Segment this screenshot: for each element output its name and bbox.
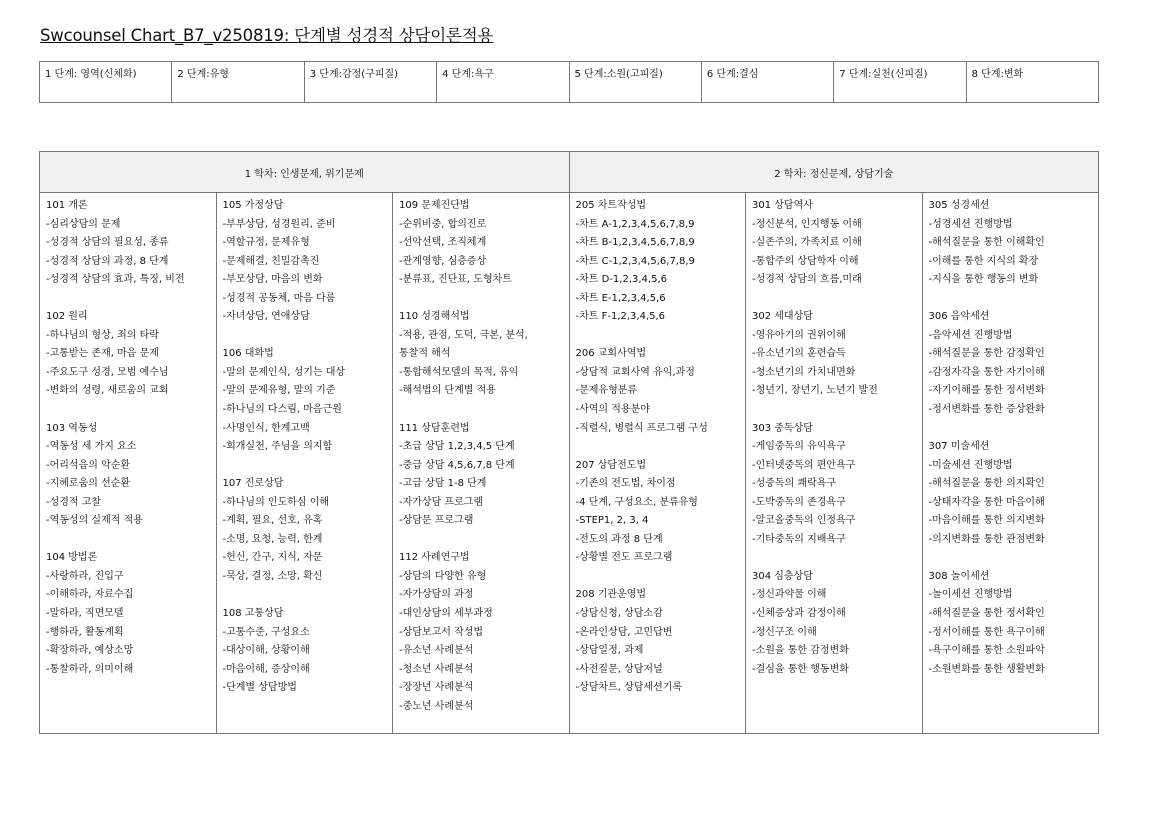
course-line: -정신과약물 이해	[752, 589, 827, 601]
course-line: -중노년 사례분석	[399, 700, 474, 712]
course-line: -성경적 상담의 과정, 8 단계	[46, 255, 169, 267]
course-line: -고통받는 존재, 마음 문제	[46, 348, 159, 360]
course-line: -상담문 프로그램	[399, 515, 474, 527]
course-line	[223, 457, 388, 476]
course-line: -확장하라, 예상소망	[46, 645, 134, 657]
course-line: -말하라, 직면모델	[46, 608, 124, 620]
course-line: -전도의 과정 8 단계	[575, 533, 663, 545]
curriculum-table	[39, 151, 1099, 734]
course-line: -성경적 상담의 효과, 특징, 비전	[46, 274, 185, 286]
course-line	[752, 290, 917, 309]
course-line: -단계별 상담방법	[222, 682, 297, 694]
course-line	[929, 290, 1094, 309]
course-line	[399, 531, 564, 550]
course-line: -상황별 전도 프로그램	[575, 552, 673, 564]
course-line: -차트 B-1,2,3,4,5,6,7,8,9	[575, 237, 695, 249]
course-line: 305 성경세션	[928, 200, 990, 211]
course-line: 301 상담역사	[752, 200, 813, 211]
course-line: -성경적 고찰	[46, 496, 102, 508]
course-line: -청소년 사례분석	[399, 663, 474, 675]
course-line: -음악세션 진행방법	[928, 329, 1013, 341]
term-2-header: 2 학차: 정신문제, 상담기술	[569, 152, 1099, 193]
course-line	[576, 568, 741, 587]
course-line	[223, 586, 388, 605]
course-line: -마음이해를 통한 의지변화	[928, 515, 1045, 527]
course-line: -장장년 사례분석	[399, 682, 474, 694]
course-line: -차트 F-1,2,3,4,5,6	[575, 311, 666, 323]
course-line: -사역의 적용분야	[575, 404, 650, 416]
course-line: -선악선택, 조직체계	[399, 237, 487, 249]
course-line: -기존의 전도법, 차이점	[575, 478, 676, 490]
course-line: -이해하라, 자료수집	[46, 589, 134, 601]
course-line: -유소년 사례분석	[399, 645, 474, 657]
stage-cell: 8 단계:변화	[966, 62, 1098, 103]
course-line: -마음이해, 증상이해	[222, 663, 310, 675]
course-line: -차트 E-1,2,3,4,5,6	[575, 292, 666, 304]
course-line: -욕구이해를 통한 소원파악	[928, 645, 1045, 657]
course-line: 107 진로상담	[222, 478, 284, 490]
course-line: -중급 상담 4,5,6,7,8 단계	[399, 459, 515, 471]
course-line: -해석질문을 통한 감정확인	[928, 348, 1045, 360]
course-line: -인터넷중독의 편안욕구	[752, 459, 856, 471]
stage-cell: 4 단계:욕구	[437, 62, 569, 103]
course-line: -도박중독의 존경욕구	[752, 496, 846, 508]
course-line: 306 음악세션	[928, 311, 990, 323]
course-line: -해석법의 단계별 적용	[399, 385, 496, 397]
course-line: -역동성의 실제적 적용	[46, 515, 143, 527]
course-column	[922, 193, 1099, 734]
course-line: 205 차트작성법	[575, 200, 647, 211]
course-line: -상담적 교회사역 유익,과정	[575, 366, 695, 378]
course-line: -결심을 통한 행동변화	[752, 663, 849, 675]
course-line: -소원변화를 통한 생활변화	[928, 663, 1045, 675]
course-line: -성경적 상담의 흐름,미래	[752, 274, 862, 286]
course-line: -부부상담, 성경원리, 준비	[222, 218, 336, 230]
course-line: -상담의 다양한 유형	[399, 570, 487, 582]
course-line: -말의 문제인식, 성기는 대상	[222, 366, 346, 378]
course-line: -지식을 통한 행동의 변화	[928, 274, 1039, 286]
course-line: -소원을 통한 감정변화	[752, 645, 849, 657]
course-line: -정서변화를 통한 증상완화	[928, 404, 1045, 416]
course-line: -STEP1, 2, 3, 4	[575, 515, 649, 527]
course-line: -차트 D-1,2,3,4,5,6	[575, 274, 667, 286]
course-line: -회개실천, 주님을 의지함	[222, 441, 333, 453]
course-line: -하나님의 인도하심 이해	[222, 496, 330, 508]
stage-cell: 2 단계:유형	[172, 62, 304, 103]
course-line: -해석질문을 통한 이해확인	[928, 237, 1045, 249]
term-1-header: 1 학차: 인생문제, 위기문제	[40, 152, 570, 193]
course-line	[752, 401, 917, 420]
course-line	[929, 549, 1094, 568]
course-line: 111 상담훈련법	[399, 422, 470, 434]
stage-cell: 5 단계:소원(고피질)	[569, 62, 701, 103]
course-line	[46, 401, 211, 420]
course-line: -알코올중독의 인정욕구	[752, 515, 856, 527]
course-line	[46, 290, 211, 309]
course-line: 108 고통상담	[222, 608, 284, 620]
course-line: -신체증상과 감정이해	[752, 608, 846, 620]
course-line	[46, 531, 211, 550]
course-line: -청년기, 장년기, 노년기 발전	[752, 385, 878, 397]
course-line: -상담일정, 과제	[575, 645, 644, 657]
course-line	[576, 327, 741, 346]
course-line: -분류표, 진단표, 도형차트	[399, 274, 512, 286]
course-line: -관계영향, 심층증상	[399, 255, 487, 267]
course-line: -놀이세션 진행방법	[928, 589, 1013, 601]
course-line: -행하라, 활동계획	[46, 626, 124, 638]
course-line: -사전질문, 상담저널	[575, 663, 663, 675]
course-line: -소명, 요청, 능력, 한계	[222, 533, 323, 545]
course-line: -해석질문을 통한 정서확인	[928, 608, 1045, 620]
course-line: -온라인상담, 고민답변	[575, 626, 673, 638]
course-line: -사랑하라, 진입구	[46, 570, 124, 582]
course-line: -초급 상담 1,2,3,4,5 단계	[399, 441, 515, 453]
course-line: -직렬식, 병렬식 프로그램 구성	[575, 422, 708, 434]
course-line: 307 미술세션	[928, 441, 990, 453]
course-line: -묵상, 결정, 소망, 확신	[222, 570, 323, 582]
course-line	[223, 327, 388, 346]
course-line: -유소년기의 훈련습득	[752, 348, 846, 360]
course-column	[40, 193, 217, 734]
course-line: 101 개론	[46, 200, 88, 211]
course-line: 103 역동성	[46, 422, 98, 434]
course-line: -역동성 세 가지 요소	[46, 441, 137, 453]
course-line: -상담보고서 작성법	[399, 626, 484, 638]
course-line: -자가상담 프로그램	[399, 496, 484, 508]
course-line: -고급 상담 1-8 단계	[399, 478, 487, 490]
course-line: -기타중독의 지배욕구	[752, 533, 846, 545]
course-line: -영유아기의 권위이해	[752, 329, 846, 341]
course-line: -성경세션 진행방법	[928, 218, 1013, 230]
course-line: -심리상담의 문제	[46, 218, 121, 230]
course-line: 105 가정상담	[222, 200, 284, 211]
course-line	[576, 438, 741, 457]
course-line: -대상이해, 상황이해	[222, 645, 310, 657]
course-line: -자가상담의 과정	[399, 589, 474, 601]
course-line: 104 방법론	[46, 552, 98, 564]
course-line: -헌신, 간구, 지식, 자문	[222, 552, 323, 564]
course-line: -감정자각을 통한 자기이해	[928, 366, 1045, 378]
course-line: 110 성경해석법	[399, 311, 470, 323]
course-column	[746, 193, 923, 734]
page-title: Swcounsel Chart_B7_v250819: 단계별 성경적 상담이론적용	[40, 26, 494, 45]
course-column	[393, 193, 570, 734]
course-line: -고통수준, 구성요소	[222, 626, 310, 638]
course-line: -문제해결, 친밀감촉진	[222, 255, 320, 267]
course-line: -게임중독의 유익욕구	[752, 441, 846, 453]
course-line: -정신분석, 인지행동 이해	[752, 218, 862, 230]
course-line: 207 상담전도법	[575, 459, 647, 471]
course-line	[399, 290, 564, 309]
course-line	[752, 549, 917, 568]
course-line: 112 사례연구법	[399, 552, 470, 564]
course-column	[569, 193, 746, 734]
course-line: -문제유형분류	[575, 385, 638, 397]
course-line: 208 기관운영법	[575, 589, 647, 601]
course-line: -정서이해를 통한 욕구이해	[928, 626, 1045, 638]
course-line: -상담신청, 상담소감	[575, 608, 663, 620]
course-line: -하나님의 형상, 죄의 타락	[46, 329, 159, 341]
course-line: -순위비중, 합의진로	[399, 218, 487, 230]
course-line: 302 세대상담	[752, 311, 813, 323]
course-line: -4 단계, 구성요소, 분류유형	[575, 496, 698, 508]
course-line: -통합주의 상담학자 이해	[752, 255, 859, 267]
course-line: -변화의 성령, 새로움의 교회	[46, 385, 169, 397]
course-line: -이해를 통한 지식의 확장	[928, 255, 1039, 267]
course-line: 206 교회사역법	[575, 348, 647, 360]
course-line	[929, 420, 1094, 439]
course-line: 308 놀이세션	[928, 570, 990, 582]
course-line: -차트 A-1,2,3,4,5,6,7,8,9	[575, 218, 695, 230]
course-line: -계획, 필요, 선호, 유혹	[222, 515, 323, 527]
course-line: -성경적 상담의 필요성, 종류	[46, 237, 169, 249]
course-line: -주요도구 성경, 모범 예수님	[46, 366, 169, 378]
course-line: -실존주의, 가족치료 이해	[752, 237, 862, 249]
course-line: 106 대화법	[222, 348, 274, 360]
course-line: 109 문제진단법	[399, 200, 470, 211]
course-line: -하나님의 다스림, 마음근원	[222, 404, 342, 416]
course-line: -역할규정, 문제유형	[222, 237, 310, 249]
course-line: -성경적 공동체, 마음 다룸	[222, 292, 336, 304]
course-line: -사명인식, 한계고백	[222, 422, 310, 434]
course-line: 102 원리	[46, 311, 88, 323]
course-line: -지혜로움의 선순환	[46, 478, 131, 490]
course-line: -성중독의 쾌락욕구	[752, 478, 837, 490]
course-line: -통찰하라, 의미이해	[46, 663, 134, 675]
course-line: -대인상담의 세부과정	[399, 608, 493, 620]
stage-cell: 3 단계:감정(구피질)	[304, 62, 436, 103]
stage-header-table	[39, 61, 1099, 103]
stage-cell: 1 단계: 영역(신체화)	[40, 62, 172, 103]
course-line: -의지변화를 통한 관점변화	[928, 533, 1045, 545]
course-line: 303 중독상담	[752, 422, 813, 434]
course-line: -자녀상담, 연애상담	[222, 311, 310, 323]
course-line: -정신구조 이해	[752, 626, 817, 638]
course-line: -부모상담, 마음의 변화	[222, 274, 323, 286]
course-column	[216, 193, 393, 734]
course-line: -상담차트, 상담세션기록	[575, 682, 683, 694]
course-line: -미술세션 진행방법	[928, 459, 1013, 471]
course-line: 304 심층상담	[752, 570, 813, 582]
course-line: -말의 문제유형, 말의 기준	[222, 385, 336, 397]
stage-cell: 7 단계:실천(신피질)	[834, 62, 966, 103]
course-line: -차트 C-1,2,3,4,5,6,7,8,9	[575, 255, 695, 267]
course-line: -통합해석모델의 목적, 유익	[399, 366, 519, 378]
course-line: -자기이해를 통한 정서변화	[928, 385, 1045, 397]
course-line: -상태자각을 통한 마음이해	[928, 496, 1045, 508]
course-line: -해석질문을 통한 의지확인	[928, 478, 1045, 490]
course-line: 통찰적 해석	[399, 348, 451, 360]
course-line	[399, 401, 564, 420]
stage-cell: 6 단계:결심	[701, 62, 833, 103]
course-line: -어리석음의 악순환	[46, 459, 131, 471]
course-line: -청소년기의 가치내면화	[752, 366, 856, 378]
course-line: -적용, 관점, 도덕, 극본, 분석,	[399, 329, 528, 341]
